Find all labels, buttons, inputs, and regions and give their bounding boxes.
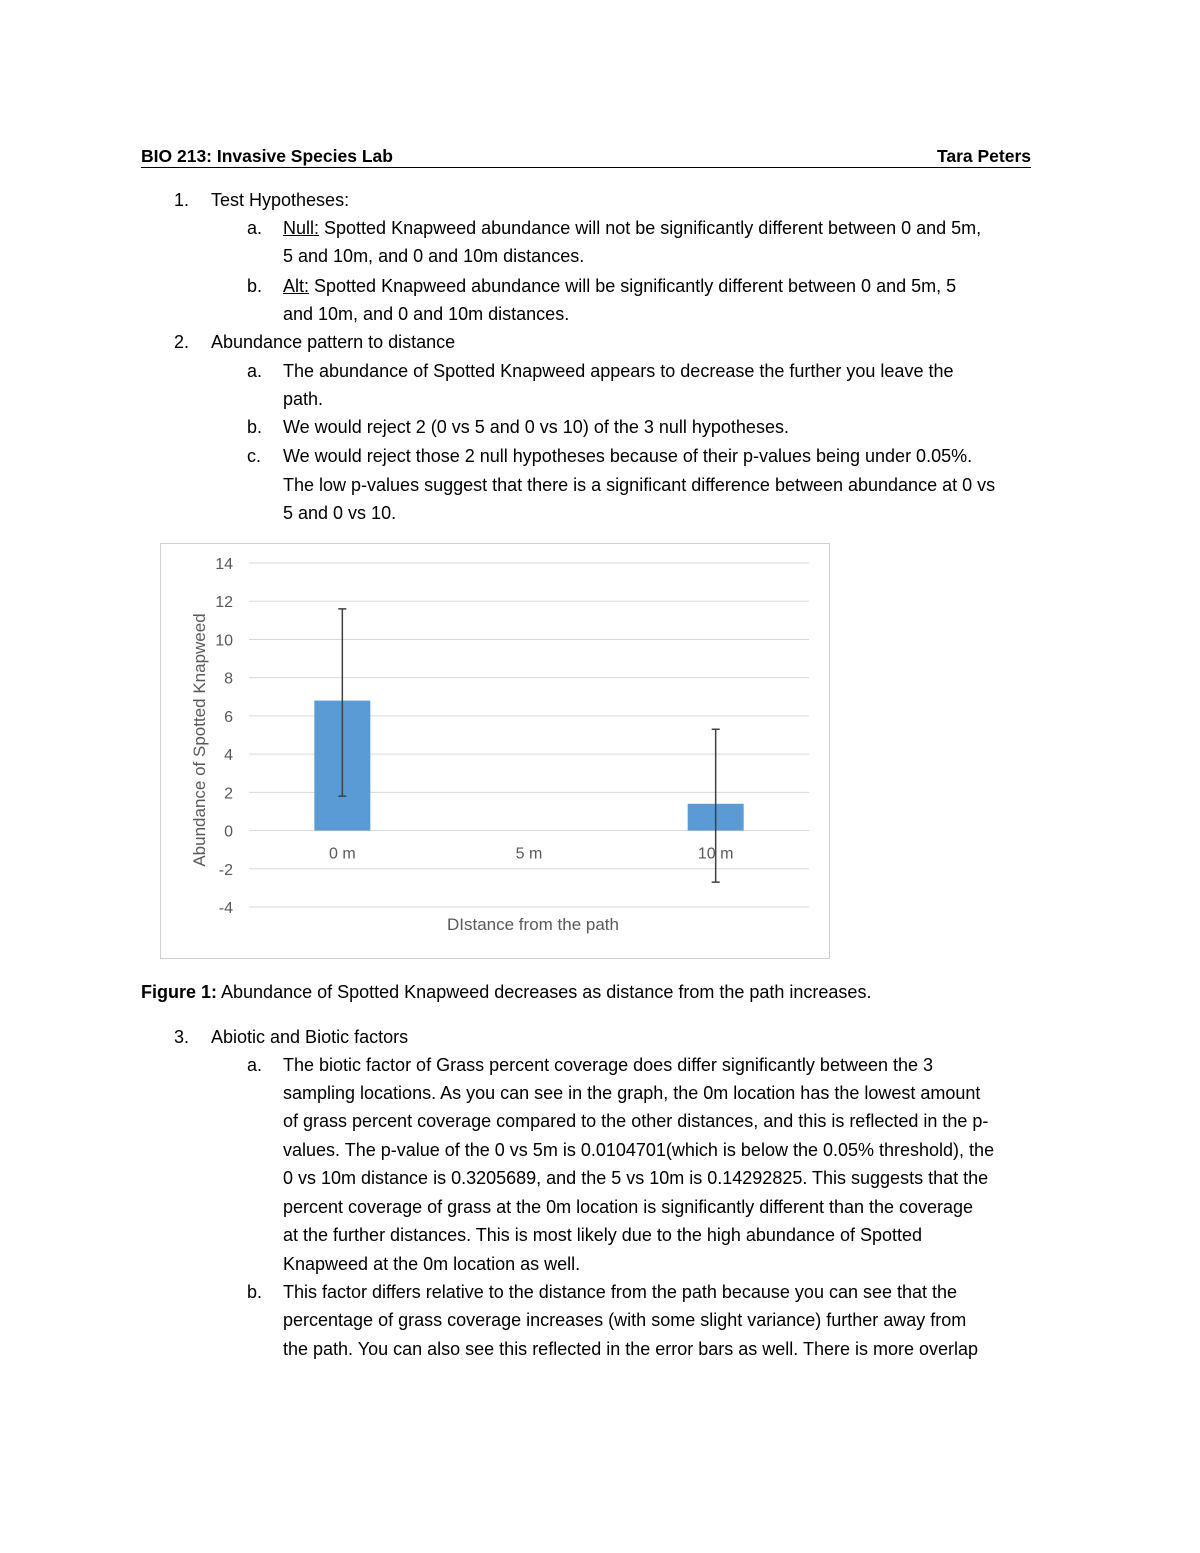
item-3b-marker: b. [247,1282,263,1302]
item-1b-line2: and 10m, and 0 and 10m distances. [283,304,570,324]
chart-svg [161,544,829,958]
section-2-title: Abundance pattern to distance [211,332,456,352]
item-2a-line1: The abundance of Spotted Knapweed appears to decrease the further you leave the [283,361,954,381]
item-2c-line2: The low p-values suggest that there is a significant difference between abundance at 0 vs [283,475,996,495]
item-3b-line: the path. You can also see this reflected in the error bars as well. There is more overlap [283,1339,979,1359]
item-3a-line: percent coverage of grass at the 0m location is significantly different than the coverage [283,1197,974,1217]
figure-caption-text: Abundance of Spotted Knapweed decreases as distance from the path increases. [217,982,872,1002]
y-tick-label: 14 [215,556,233,573]
section-1-number: 1. [174,190,190,210]
alt-label: Alt: [283,276,310,296]
section-3-number: 3. [174,1027,190,1047]
item-2a-marker: a. [247,361,263,381]
null-label: Null: [283,218,320,238]
item-3a-line: of grass percent coverage compared to the other distances, and this is reflected in the p- [283,1111,989,1131]
x-tick-label: 5 m [515,845,543,863]
y-axis-title: Abundance of Spotted Knapweed [190,613,209,867]
item-3a-line: Knapweed at the 0m location as well. [283,1254,581,1274]
y-tick-label: 10 [215,632,233,650]
document-header [141,145,1031,168]
item-1b-marker: b. [247,276,263,296]
y-tick-label: -2 [218,861,233,879]
item-1a-marker: a. [247,218,263,238]
y-tick-label: 6 [224,708,233,726]
item-1b-text: Alt: Spotted Knapweed abundance will be significantly different between 0 and 5m, 5 [283,276,957,296]
item-3a-line: The biotic factor of Grass percent coverage does differ significantly between the 3 [283,1055,934,1075]
item-2c-line3: 5 and 0 vs 10. [283,503,397,523]
item-2b-line1: We would reject 2 (0 vs 5 and 0 vs 10) of the 3 null hypotheses. [283,417,789,437]
item-1a-text: Null: Spotted Knapweed abundance will not be significantly different between 0 and 5m, [283,218,982,238]
y-tick-label: 0 [224,823,233,841]
item-2b-marker: b. [247,417,263,437]
item-3a-line: at the further distances. This is most likely due to the high abundance of Spotted [283,1225,923,1245]
y-tick-label: 8 [224,670,233,688]
course-title: BIO 213: Invasive Species Lab [141,146,393,166]
section-1-title: Test Hypotheses: [211,190,350,210]
abundance-chart [160,543,830,959]
y-tick-label: 2 [224,785,233,803]
author-name: Tara Peters [936,146,1031,166]
item-2c-line1: We would reject those 2 null hypotheses because of their p-values being under 0.05%. [283,446,973,466]
item-2c-marker: c. [247,446,262,466]
item-3a-line: values. The p-value of the 0 vs 5m is 0.0104701(which is below the 0.05% threshold), the [283,1140,995,1160]
item-3b-line: percentage of grass coverage increases (with some slight variance) further away from [283,1310,967,1330]
section-3-title: Abiotic and Biotic factors [211,1027,409,1047]
y-tick-label: 12 [215,594,233,612]
x-tick-label: 0 m [328,845,356,863]
x-axis-title: DIstance from the path [447,915,619,934]
x-tick-label: 10 m [697,845,734,863]
figure-label: Figure 1: [141,982,218,1002]
y-tick-label: -4 [218,900,233,917]
item-2a-line2: path. [283,389,324,409]
y-tick-label: 4 [224,747,233,765]
section-2-number: 2. [174,332,190,352]
figure-caption [141,978,871,1006]
item-3a-line: 0 vs 10m distance is 0.3205689, and the 5 vs 10m is 0.14292825. This suggests that the [283,1168,989,1188]
item-1a-line2: 5 and 10m, and 0 and 10m distances. [283,246,585,266]
item-3a-line: sampling locations. As you can see in the graph, the 0m location has the lowest amount [283,1083,981,1103]
item-3b-line: This factor differs relative to the distance from the path because you can see that the [283,1282,958,1302]
item-3a-marker: a. [247,1055,263,1075]
